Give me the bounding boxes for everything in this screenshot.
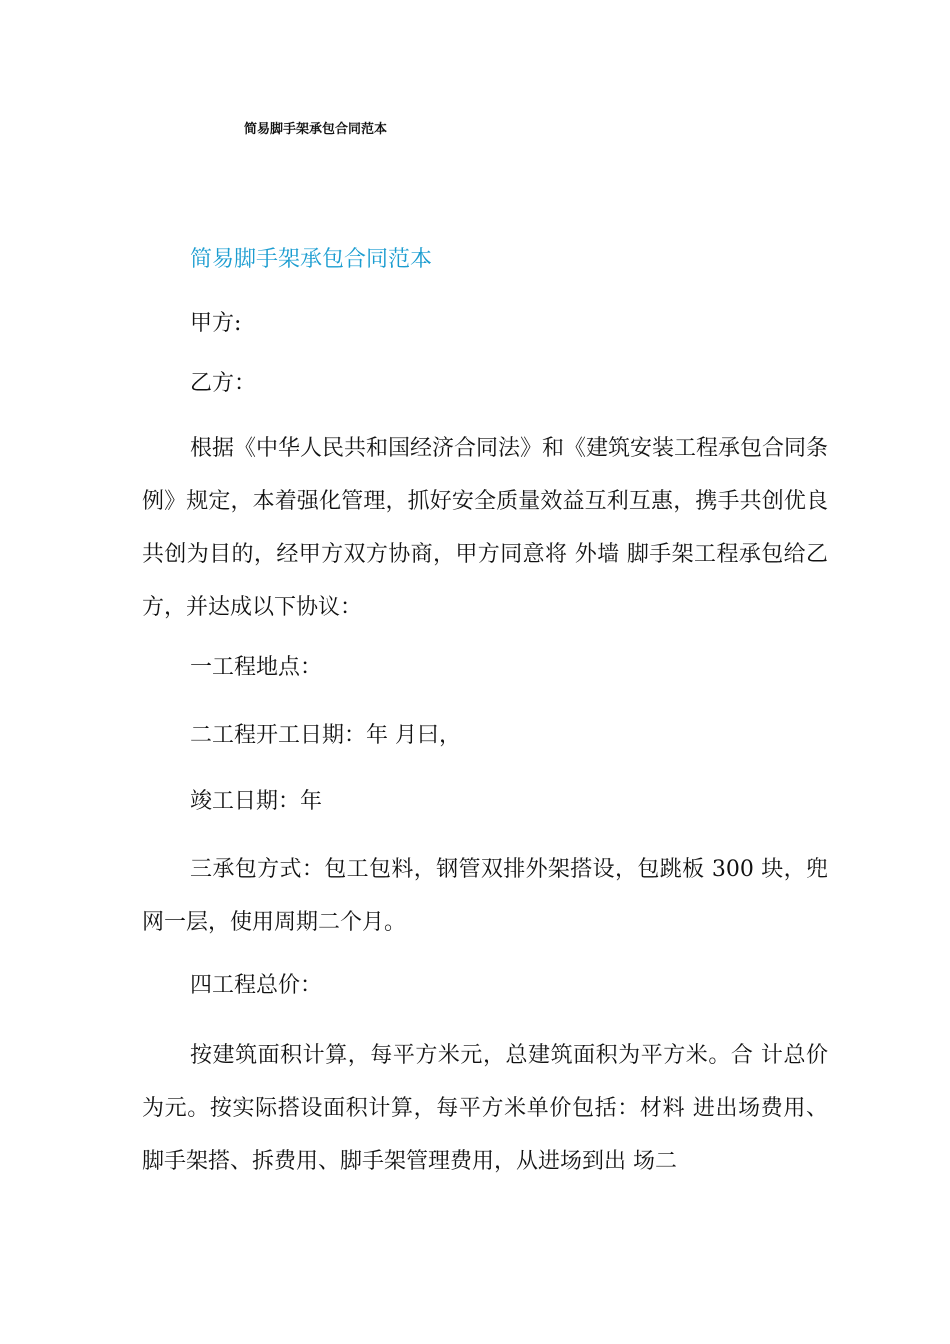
document-title: 简易脚手架承包合同范本 xyxy=(190,247,433,272)
clause-contract-method: 三承包方式：包工包料，钢管双排外架搭设，包跳板 300 块，兜网一层，使用周期二个月。 xyxy=(142,857,828,935)
clause-total-price: 四工程总价： xyxy=(190,973,323,998)
intro-paragraph: 根据《中华人民共和国经济合同法》和《建筑安装工程承包合同条例》规定，本着强化管理，抓好安全质量效益互利互惠，携手共创优良共创为目的，经甲方双方协商，甲方同意将 外墙 脚手架工程承包给乙方，并达成以下协议： xyxy=(142,436,829,620)
pricing-paragraph: 按建筑面积计算，每平方米元，总建筑面积为平方米。合 计总价为元。按实际搭设面积计算，每平方米单价包括：材料 进出场费用、脚手架搭、拆费用、脚手架管理费用，从进场到出 场二 xyxy=(142,1043,828,1174)
clause-completion-date: 竣工日期：年 xyxy=(190,789,323,814)
clause-location: 一工程地点： xyxy=(190,655,323,680)
party-a-line: 甲方: xyxy=(190,311,242,336)
clause-start-date: 二工程开工日期：年 月曰， xyxy=(190,723,461,748)
running-header-title: 简易脚手架承包合同范本 xyxy=(244,122,388,137)
party-b-line: 乙方： xyxy=(190,371,257,396)
